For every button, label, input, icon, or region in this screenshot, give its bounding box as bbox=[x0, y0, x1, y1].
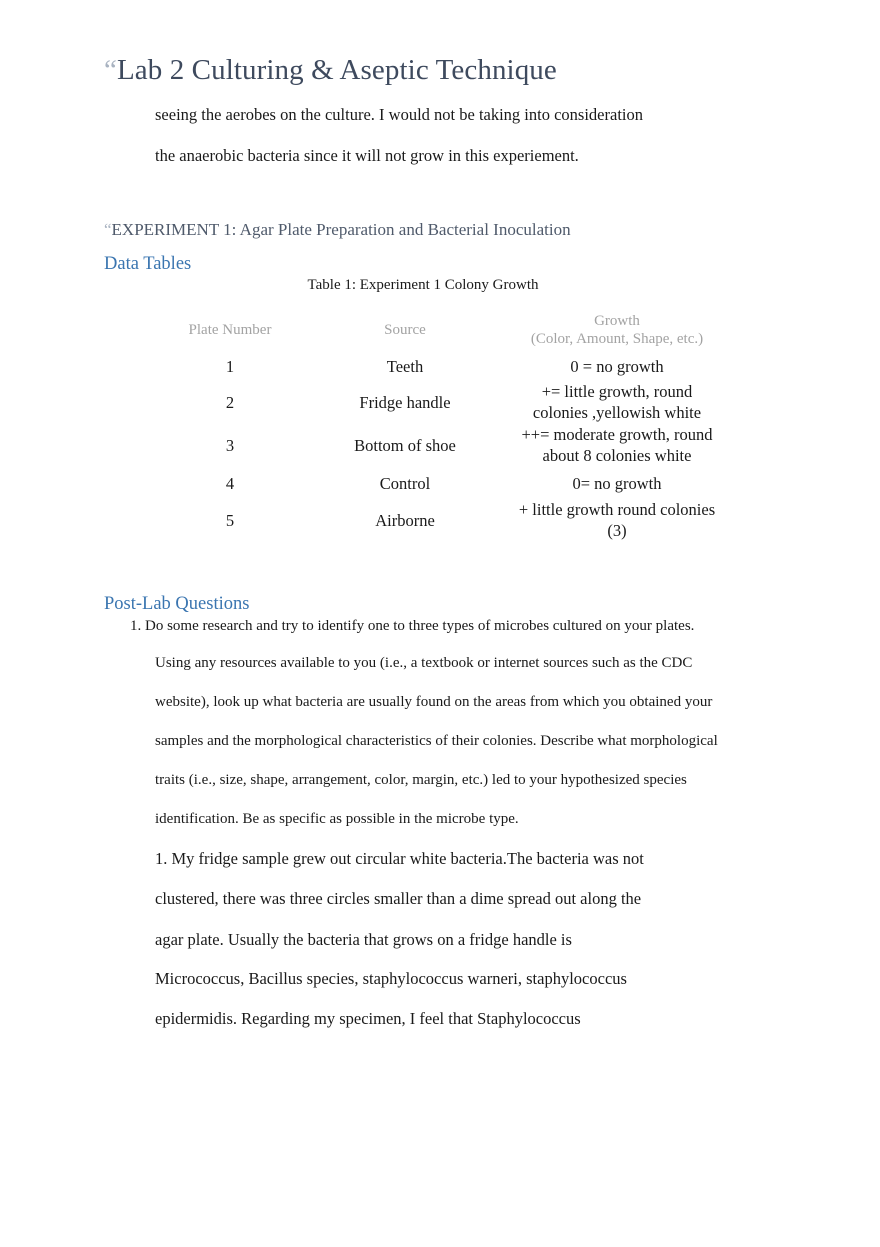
cell-source: Control bbox=[379, 474, 431, 493]
question-number: 1. bbox=[130, 618, 142, 634]
intro-line: the anaerobic bacteria since it will not grow in this experiement. bbox=[155, 146, 579, 165]
cell-source: Teeth bbox=[386, 357, 424, 376]
title-text: Lab 2 Culturing & Aseptic Technique bbox=[116, 54, 557, 86]
page-title bbox=[104, 54, 557, 87]
answer-line: 1. My fridge sample grew out circular white bacteria.The bacteria was not bbox=[155, 849, 644, 868]
cell-growth-line: + little growth round colonies bbox=[518, 500, 716, 519]
cell-plate: 3 bbox=[225, 436, 235, 455]
cell-growth bbox=[497, 499, 737, 541]
answer-line: agar plate. Usually the bacteria that grows on a fridge handle is bbox=[155, 930, 572, 949]
cell-plate: 1 bbox=[225, 357, 235, 376]
experiment-heading-text: EXPERIMENT 1: Agar Plate Preparation and Bacterial Inoculation bbox=[111, 220, 571, 239]
column-header-growth-line: Growth bbox=[594, 313, 640, 329]
cell-growth-line: (3) bbox=[607, 521, 627, 540]
intro-line: seeing the aerobes on the culture. I would not be taking into consideration bbox=[155, 105, 643, 124]
cell-plate: 5 bbox=[225, 511, 235, 530]
post-lab-heading: Post-Lab Questions bbox=[104, 594, 250, 614]
cell-growth-line: colonies ,yellowish white bbox=[532, 403, 702, 422]
cell-growth: 0= no growth bbox=[572, 474, 662, 493]
cell-growth-line: += little growth, round bbox=[541, 382, 693, 401]
answer-line: Micrococcus, Bacillus species, staphylococcus warneri, staphylococcus bbox=[155, 969, 627, 988]
question-line: identification. Be as specific as possible in the microbe type. bbox=[155, 811, 519, 827]
cell-growth-line: ++= moderate growth, round bbox=[521, 425, 713, 444]
cell-growth-line: about 8 colonies white bbox=[542, 446, 692, 465]
question-line: samples and the morphological characteristics of their colonies. Describe what morphological bbox=[155, 733, 718, 749]
cell-growth bbox=[497, 381, 737, 423]
cell-plate: 2 bbox=[225, 393, 235, 412]
column-header-source: Source bbox=[384, 322, 426, 338]
column-header-plate: Plate Number bbox=[188, 322, 272, 338]
data-tables-heading: Data Tables bbox=[104, 254, 192, 274]
cell-growth bbox=[497, 424, 737, 466]
column-header-growth-line: (Color, Amount, Shape, etc.) bbox=[530, 331, 704, 347]
table-caption: Table 1: Experiment 1 Colony Growth bbox=[307, 277, 539, 293]
question-line: traits (i.e., size, shape, arrangement, color, margin, etc.) led to your hypothesized species bbox=[155, 772, 687, 788]
cell-source: Airborne bbox=[375, 511, 435, 530]
question-line: website), look up what bacteria are usually found on the areas from which you obtained your bbox=[155, 694, 713, 710]
column-header-growth bbox=[497, 312, 737, 348]
cell-growth: 0 = no growth bbox=[570, 357, 664, 376]
experiment-heading bbox=[104, 220, 571, 240]
answer-line: epidermidis. Regarding my specimen, I feel that Staphylococcus bbox=[155, 1009, 581, 1028]
title-quote-mark: “ bbox=[104, 54, 117, 86]
cell-source: Bottom of shoe bbox=[354, 436, 456, 455]
cell-plate: 4 bbox=[225, 474, 235, 493]
experiment-quote-mark: “ bbox=[104, 220, 112, 239]
question-line: Using any resources available to you (i.e., a textbook or internet sources such as the CDC bbox=[155, 655, 693, 671]
question-text: Do some research and try to identify one to three types of microbes cultured on your plates. bbox=[145, 618, 695, 634]
cell-source: Fridge handle bbox=[359, 393, 451, 412]
answer-line: clustered, there was three circles smaller than a dime spread out along the bbox=[155, 889, 642, 908]
